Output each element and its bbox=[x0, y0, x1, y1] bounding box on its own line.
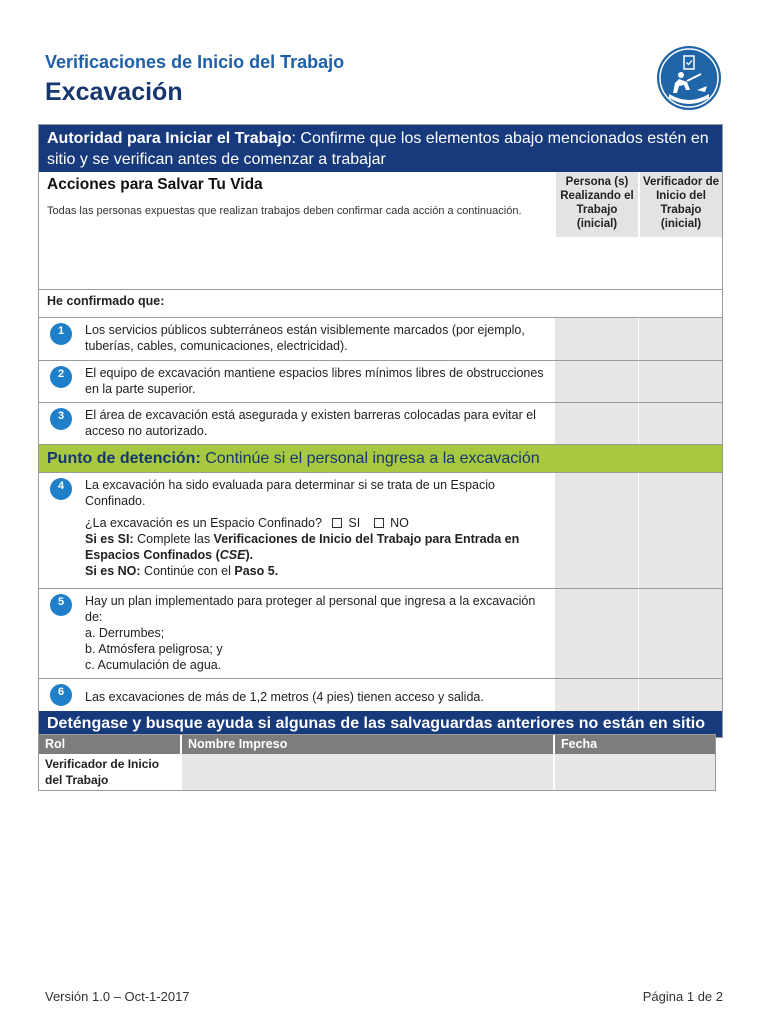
stop-point-label: Punto de detención: bbox=[47, 450, 201, 467]
page-number: Página 1 de 2 bbox=[642, 989, 723, 1004]
signature-table bbox=[38, 734, 716, 791]
authority-label: Autoridad para Iniciar el Trabajo bbox=[47, 130, 292, 147]
column-header-verifier-initials: Verificador de Inicio del Trabajo (inicial) bbox=[638, 172, 722, 237]
role-cell: Verificador de Inicio del Trabajo bbox=[45, 757, 160, 787]
step-row bbox=[39, 318, 722, 361]
verifier-initials-field[interactable] bbox=[638, 589, 722, 678]
step-text: Los servicios públicos subterráneos están visiblemente marcados (por ejemplo, tuberías, cables, comunicaciones, electricidad). bbox=[85, 323, 525, 353]
work-start-checklist bbox=[38, 124, 723, 738]
worker-initials-field[interactable] bbox=[554, 679, 638, 711]
step-row bbox=[39, 589, 722, 679]
yes-checkbox[interactable] bbox=[332, 518, 342, 528]
step-row bbox=[39, 361, 722, 403]
if-no-bold: Paso 5. bbox=[234, 564, 279, 578]
step-text: La excavación ha sido evaluada para determinar si se trata de un Espacio Confinado. bbox=[85, 478, 495, 508]
version-label: Versión 1.0 – Oct-1-2017 bbox=[45, 989, 190, 1004]
column-header-printed-name: Nombre Impreso bbox=[180, 735, 553, 754]
step-text: Hay un plan implementado para proteger al personal que ingresa a la excavación de: bbox=[85, 594, 536, 624]
stop-point-band bbox=[39, 445, 722, 473]
step-number-icon: 3 bbox=[50, 408, 72, 430]
worker-initials-field[interactable] bbox=[554, 361, 638, 402]
question-text: ¿La excavación es un Espacio Confinado? bbox=[85, 516, 322, 530]
hazard-item: c. Acumulación de agua. bbox=[85, 658, 222, 672]
step-number-icon: 1 bbox=[50, 323, 72, 345]
step-row bbox=[39, 679, 722, 711]
printed-name-field[interactable] bbox=[180, 754, 553, 790]
step-row bbox=[39, 473, 722, 589]
confined-space-question bbox=[85, 515, 546, 531]
verifier-initials-field[interactable] bbox=[638, 318, 722, 360]
no-checkbox[interactable] bbox=[374, 518, 384, 528]
authority-band bbox=[39, 125, 722, 172]
column-header-worker-initials: Persona (s) Realizando el Trabajo (inicial) bbox=[554, 172, 638, 237]
actions-title: Acciones para Salvar Tu Vida bbox=[47, 176, 263, 193]
if-no-text: Continúe con el bbox=[140, 564, 235, 578]
worker-initials-field[interactable] bbox=[554, 318, 638, 360]
actions-header-row bbox=[39, 172, 722, 290]
step-row bbox=[39, 403, 722, 445]
step-text: Las excavaciones de más de 1,2 metros (4 pies) tienen acceso y salida. bbox=[85, 690, 484, 704]
step-number-icon: 6 bbox=[50, 684, 72, 706]
if-yes-instruction bbox=[85, 531, 546, 563]
document-title: Excavación bbox=[45, 78, 183, 106]
step-text: El equipo de excavación mantiene espacios libres mínimos libres de obstrucciones en la parte superior. bbox=[85, 366, 544, 396]
signature-table-header bbox=[39, 735, 715, 754]
if-no-instruction bbox=[85, 563, 546, 579]
worker-initials-field[interactable] bbox=[554, 589, 638, 678]
verifier-initials-field[interactable] bbox=[638, 679, 722, 711]
excavation-worker-icon bbox=[657, 46, 721, 110]
if-yes-label: Si es SI: bbox=[85, 532, 134, 546]
worker-initials-field[interactable] bbox=[554, 403, 638, 444]
verifier-initials-field[interactable] bbox=[638, 361, 722, 402]
column-header-role: Rol bbox=[45, 737, 66, 751]
cse-abbrev: CSE bbox=[219, 548, 246, 562]
if-yes-text: Complete las bbox=[133, 532, 214, 546]
step-number-icon: 5 bbox=[50, 594, 72, 616]
hazard-item: b. Atmósfera peligrosa; y bbox=[85, 642, 223, 656]
worker-initials-field[interactable] bbox=[554, 473, 638, 588]
step-number-icon: 2 bbox=[50, 366, 72, 388]
verifier-initials-field[interactable] bbox=[638, 473, 722, 588]
if-yes-end: ). bbox=[245, 548, 254, 562]
stop-point-text: Continúe si el personal ingresa a la excavación bbox=[200, 450, 540, 467]
date-field[interactable] bbox=[553, 754, 715, 790]
if-yes-bold: Verificaciones de Inicio del Trabajo para Entrada en Espacios Confinados ( bbox=[85, 532, 520, 562]
yes-label: SI bbox=[348, 516, 361, 530]
no-label: NO bbox=[390, 516, 409, 530]
stop-and-seek-help-band: Deténgase y busque ayuda si algunas de las salvaguardas anteriores no están en sitio bbox=[39, 711, 722, 737]
step-number-icon: 4 bbox=[50, 478, 72, 500]
column-header-date: Fecha bbox=[553, 735, 715, 754]
signature-row bbox=[39, 754, 715, 790]
step-text: El área de excavación está asegurada y existen barreras colocadas para evitar el acceso no autorizado. bbox=[85, 408, 536, 438]
authority-text: : Confirme que los elementos abajo mencionados estén en sitio y se verifican antes de comenzar a trabajar bbox=[47, 130, 709, 168]
document-subtitle: Verificaciones de Inicio del Trabajo bbox=[45, 52, 345, 72]
confirmed-heading: He confirmado que: bbox=[39, 290, 722, 318]
verifier-initials-field[interactable] bbox=[638, 403, 722, 444]
if-no-label: Si es NO: bbox=[85, 564, 141, 578]
hazard-item: a. Derrumbes; bbox=[85, 626, 165, 640]
actions-description: Todas las personas expuestas que realizan trabajos deben confirmar cada acción a continuación. bbox=[47, 205, 522, 217]
